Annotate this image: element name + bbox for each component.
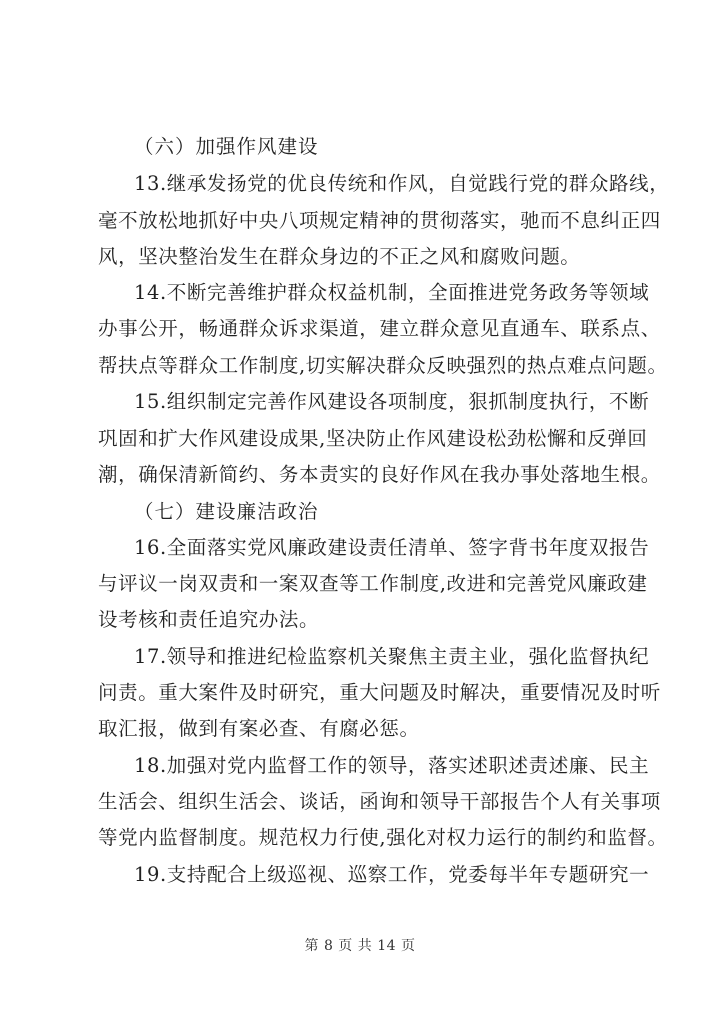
paragraph-line: 取汇报，做到有案必查、有腐必惩。 (98, 717, 420, 740)
paragraph-line: 办事公开，畅通群众诉求渠道，建立群众意见直通车、联系点、 (98, 317, 661, 340)
paragraph-line: 17.领导和推进纪检监察机关聚焦主责主业，强化监督执纪 (134, 645, 650, 668)
section-heading: （七）建设廉洁政治 (134, 500, 319, 523)
paragraph-line: 潮，确保清新简约、务本责实的良好作风在我办事处落地生根。 (98, 463, 661, 486)
paragraph-line: 设考核和责任追究办法。 (98, 608, 320, 631)
paragraph-line: 生活会、组织生活会、谈话，函询和领导干部报告个人有关事项 (98, 790, 661, 813)
paragraph-line: 巩固和扩大作风建设成果,坚决防止作风建设松劲松懈和反弹回 (98, 427, 648, 450)
section-heading: （六）加强作风建设 (134, 135, 319, 158)
paragraph-line: 14.不断完善维护群众权益机制，全面推进党务政务等领域 (134, 281, 650, 304)
paragraph-line: 等党内监督制度。规范权力行使,强化对权力运行的制约和监督。 (98, 826, 668, 849)
paragraph-line: 毫不放松地抓好中央八项规定精神的贯彻落实，驰而不息纠正四 (98, 209, 661, 232)
paragraph-line: 16.全面落实党风廉政建设责任清单、签字背书年度双报告 (134, 536, 650, 559)
paragraph-line: 问责。重大案件及时研究，重大问题及时解决，重要情况及时听 (98, 681, 661, 704)
paragraph-line: 18.加强对党内监督工作的领导，落实述职述责述廉、民主 (134, 754, 650, 777)
paragraph-line: 15.组织制定完善作风建设各项制度，狠抓制度执行，不断 (134, 390, 650, 413)
paragraph-line: 风，坚决整治发生在群众身边的不正之风和腐败问题。 (98, 245, 581, 268)
paragraph-line: 19.支持配合上级巡视、巡察工作，党委每半年专题研究一 (134, 863, 650, 886)
paragraph-line: 帮扶点等群众工作制度,切实解决群众反映强烈的热点难点问题。 (98, 354, 668, 377)
paragraph-line: 与评议一岗双责和一案双查等工作制度,改进和完善党风廉政建 (98, 572, 648, 595)
page-footer: 第 8 页 共 14 页 (304, 938, 416, 954)
paragraph-line: 13.继承发扬党的优良传统和作风，自觉践行党的群众路线， (134, 172, 670, 195)
